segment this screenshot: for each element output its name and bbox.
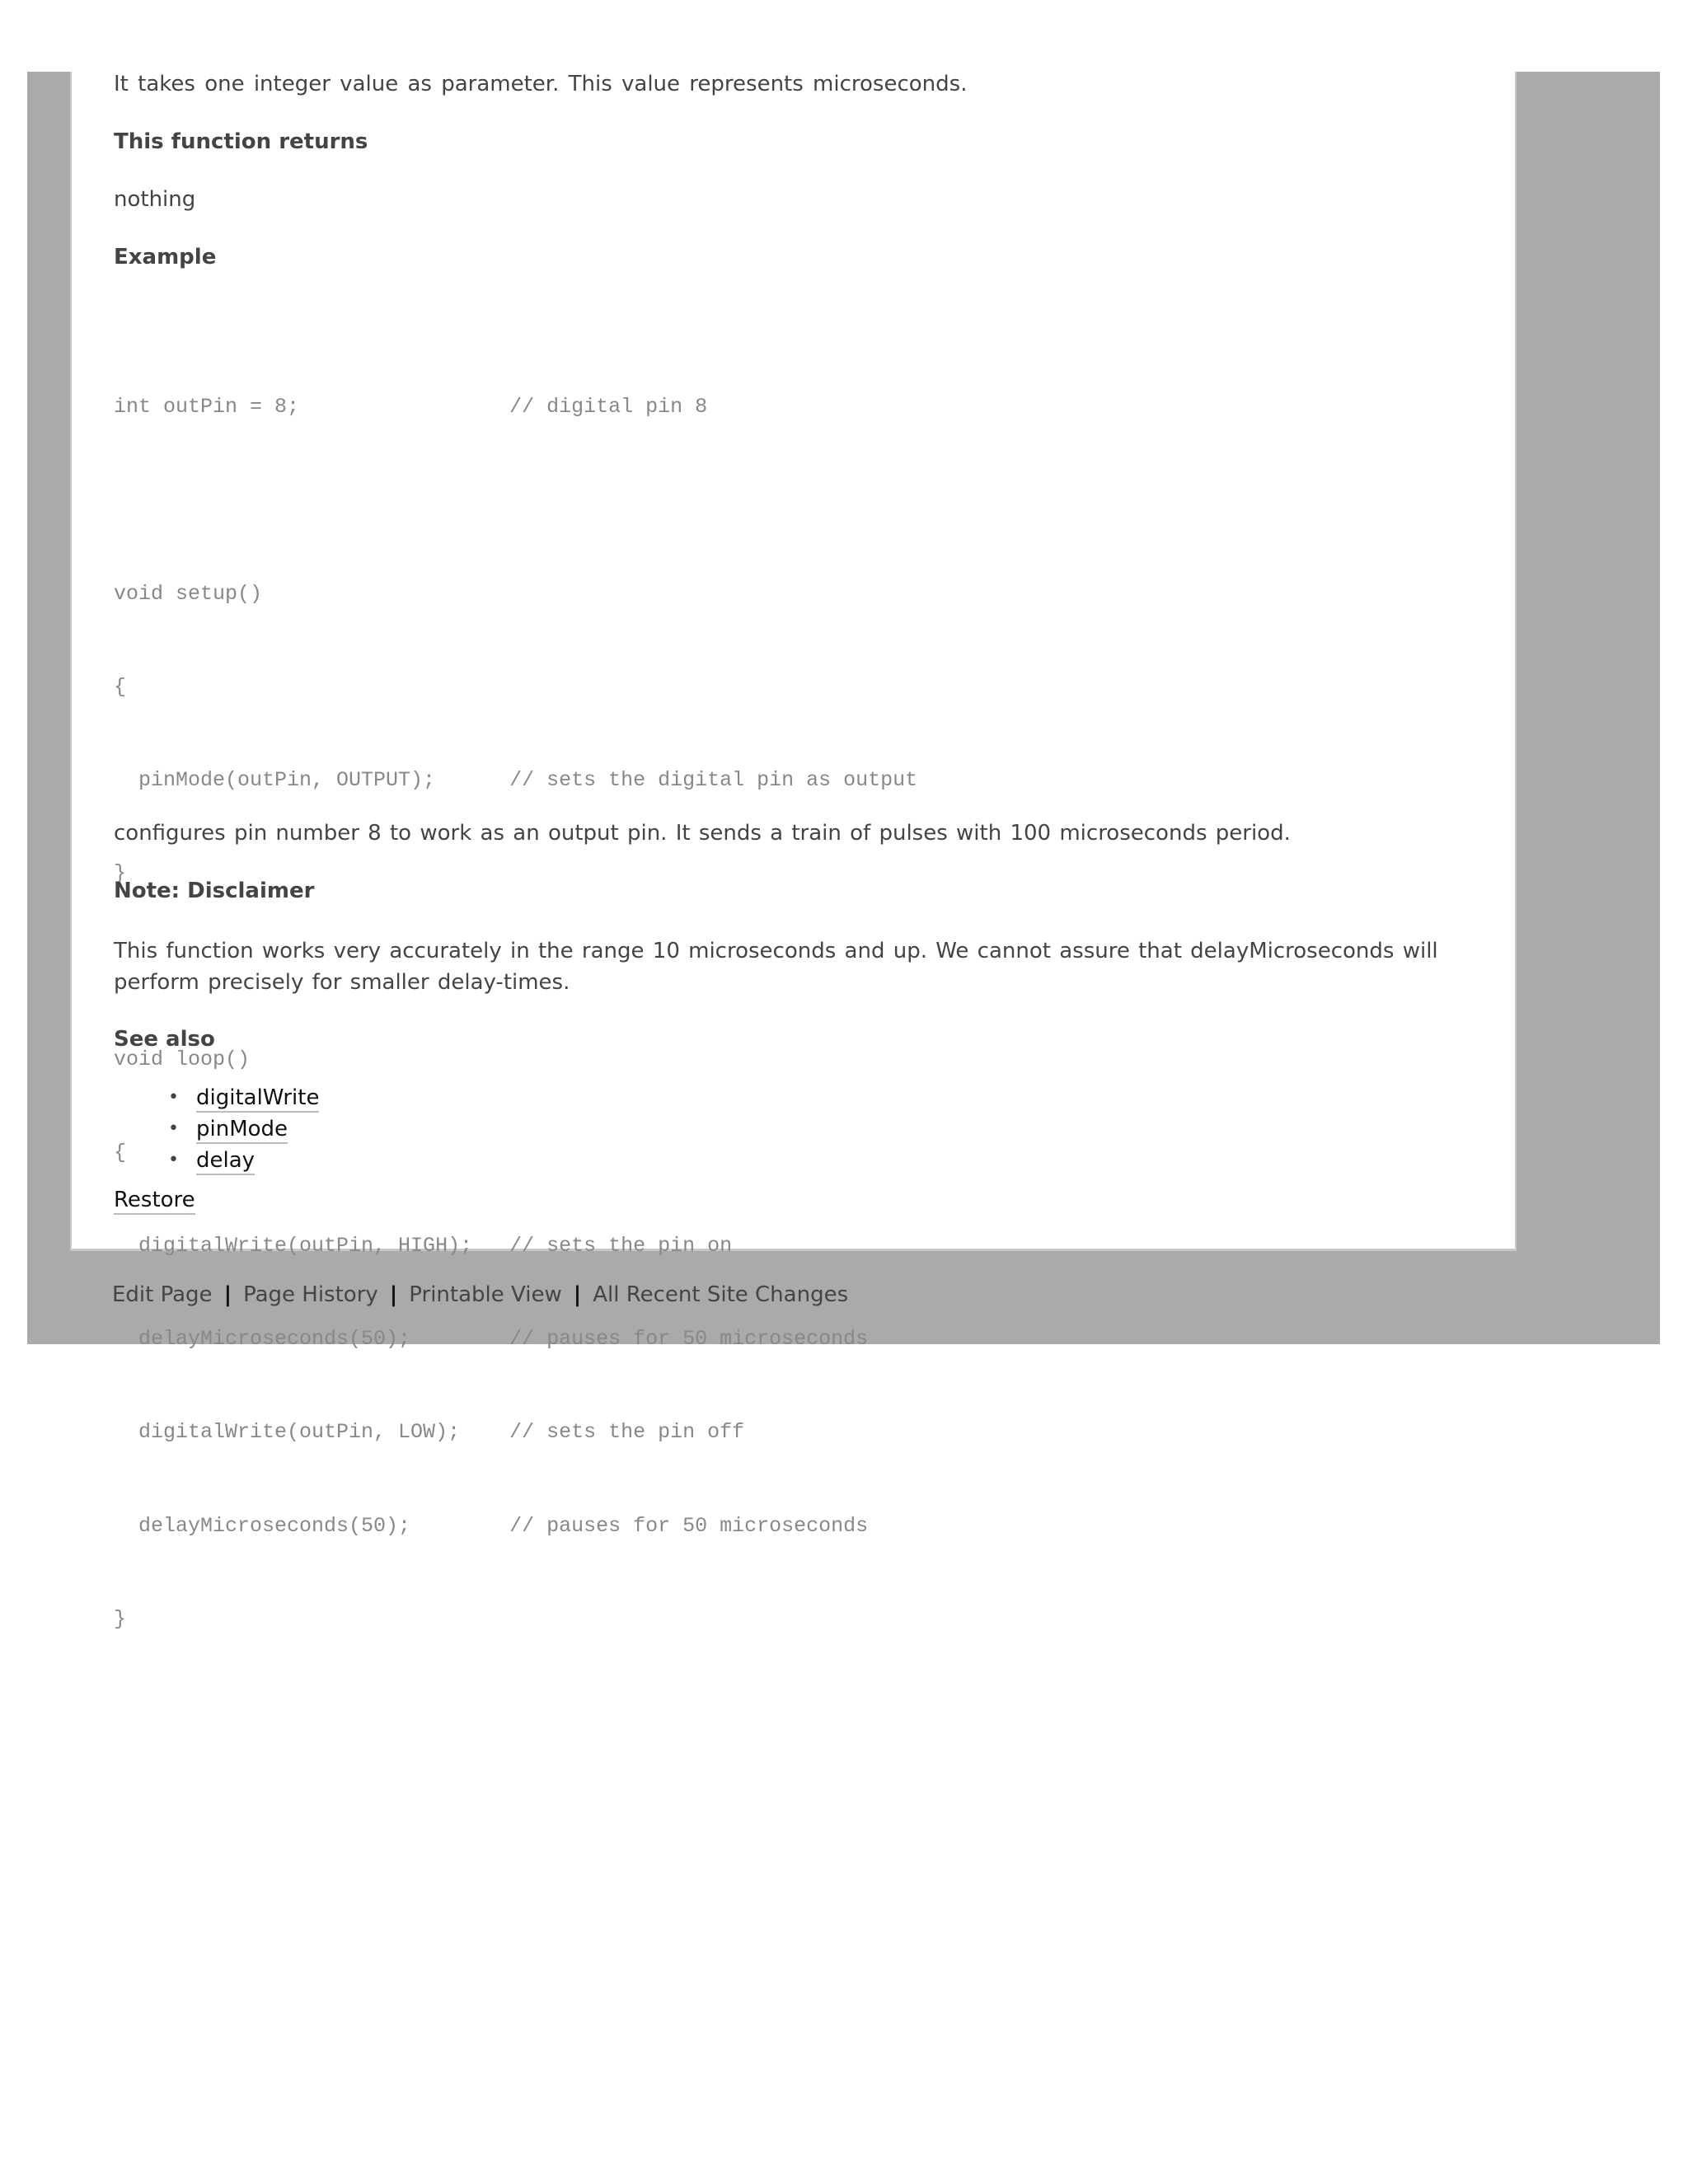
note-heading: Note: Disclaimer bbox=[114, 879, 315, 903]
printable-view-link[interactable]: Printable View bbox=[409, 1282, 562, 1307]
restore-link[interactable]: Restore bbox=[114, 1188, 195, 1215]
recent-changes-link[interactable]: All Recent Site Changes bbox=[593, 1282, 849, 1307]
intro-text: It takes one integer value as parameter. This value represents microseconds. bbox=[114, 72, 968, 96]
code-line: void loop() bbox=[114, 1047, 251, 1072]
page-frame bbox=[27, 72, 1660, 1631]
code-line: digitalWrite(outPin, LOW); // sets the pin off bbox=[114, 1420, 745, 1445]
code-line: delayMicroseconds(50); // pauses for 50 microseconds bbox=[114, 1513, 869, 1538]
code-line: delayMicroseconds(50); // pauses for 50 microseconds bbox=[114, 1327, 869, 1352]
restore-container bbox=[114, 1184, 195, 1216]
returns-value: nothing bbox=[114, 187, 196, 212]
code-line bbox=[114, 485, 917, 517]
footer-separator: | bbox=[223, 1282, 232, 1307]
returns-heading: This function returns bbox=[114, 129, 368, 154]
code-example bbox=[114, 330, 917, 1697]
page-history-link[interactable]: Page History bbox=[243, 1282, 378, 1307]
footer-separator: | bbox=[389, 1282, 398, 1307]
see-also-list bbox=[114, 1082, 319, 1176]
bullet-icon: • bbox=[168, 1087, 179, 1108]
code-line: pinMode(outPin, OUTPUT); // sets the digital pin as output bbox=[114, 767, 918, 792]
note-body: This function works very accurately in the range 10 microseconds and up. We cannot assure that delayMicroseconds will perform precisely for smaller delay-times. bbox=[114, 939, 1438, 995]
code-line: void setup() bbox=[114, 581, 263, 606]
edit-page-link[interactable]: Edit Page bbox=[112, 1282, 213, 1307]
code-line: } bbox=[114, 860, 127, 885]
link-pinmode[interactable]: pinMode bbox=[196, 1117, 288, 1144]
code-line: digitalWrite(outPin, HIGH); // sets the pin on bbox=[114, 1234, 733, 1258]
list-item bbox=[114, 1082, 319, 1113]
link-delay[interactable]: delay bbox=[196, 1148, 255, 1175]
footer-actions bbox=[112, 1279, 848, 1310]
link-digitalwrite[interactable]: digitalWrite bbox=[196, 1085, 319, 1113]
footer-separator: | bbox=[573, 1282, 582, 1307]
code-line: { bbox=[114, 674, 127, 699]
list-item bbox=[114, 1145, 319, 1176]
example-description: configures pin number 8 to work as an output pin. It sends a train of pulses with 100 microseconds period. bbox=[114, 821, 1291, 846]
code-line: } bbox=[114, 1606, 127, 1631]
code-line: { bbox=[114, 1141, 127, 1165]
example-heading: Example bbox=[114, 245, 217, 269]
list-item bbox=[114, 1113, 319, 1145]
bullet-icon: • bbox=[168, 1150, 179, 1170]
see-also-heading: See also bbox=[114, 1027, 215, 1052]
code-line: int outPin = 8; // digital pin 8 bbox=[114, 395, 708, 419]
bullet-icon: • bbox=[168, 1118, 179, 1139]
